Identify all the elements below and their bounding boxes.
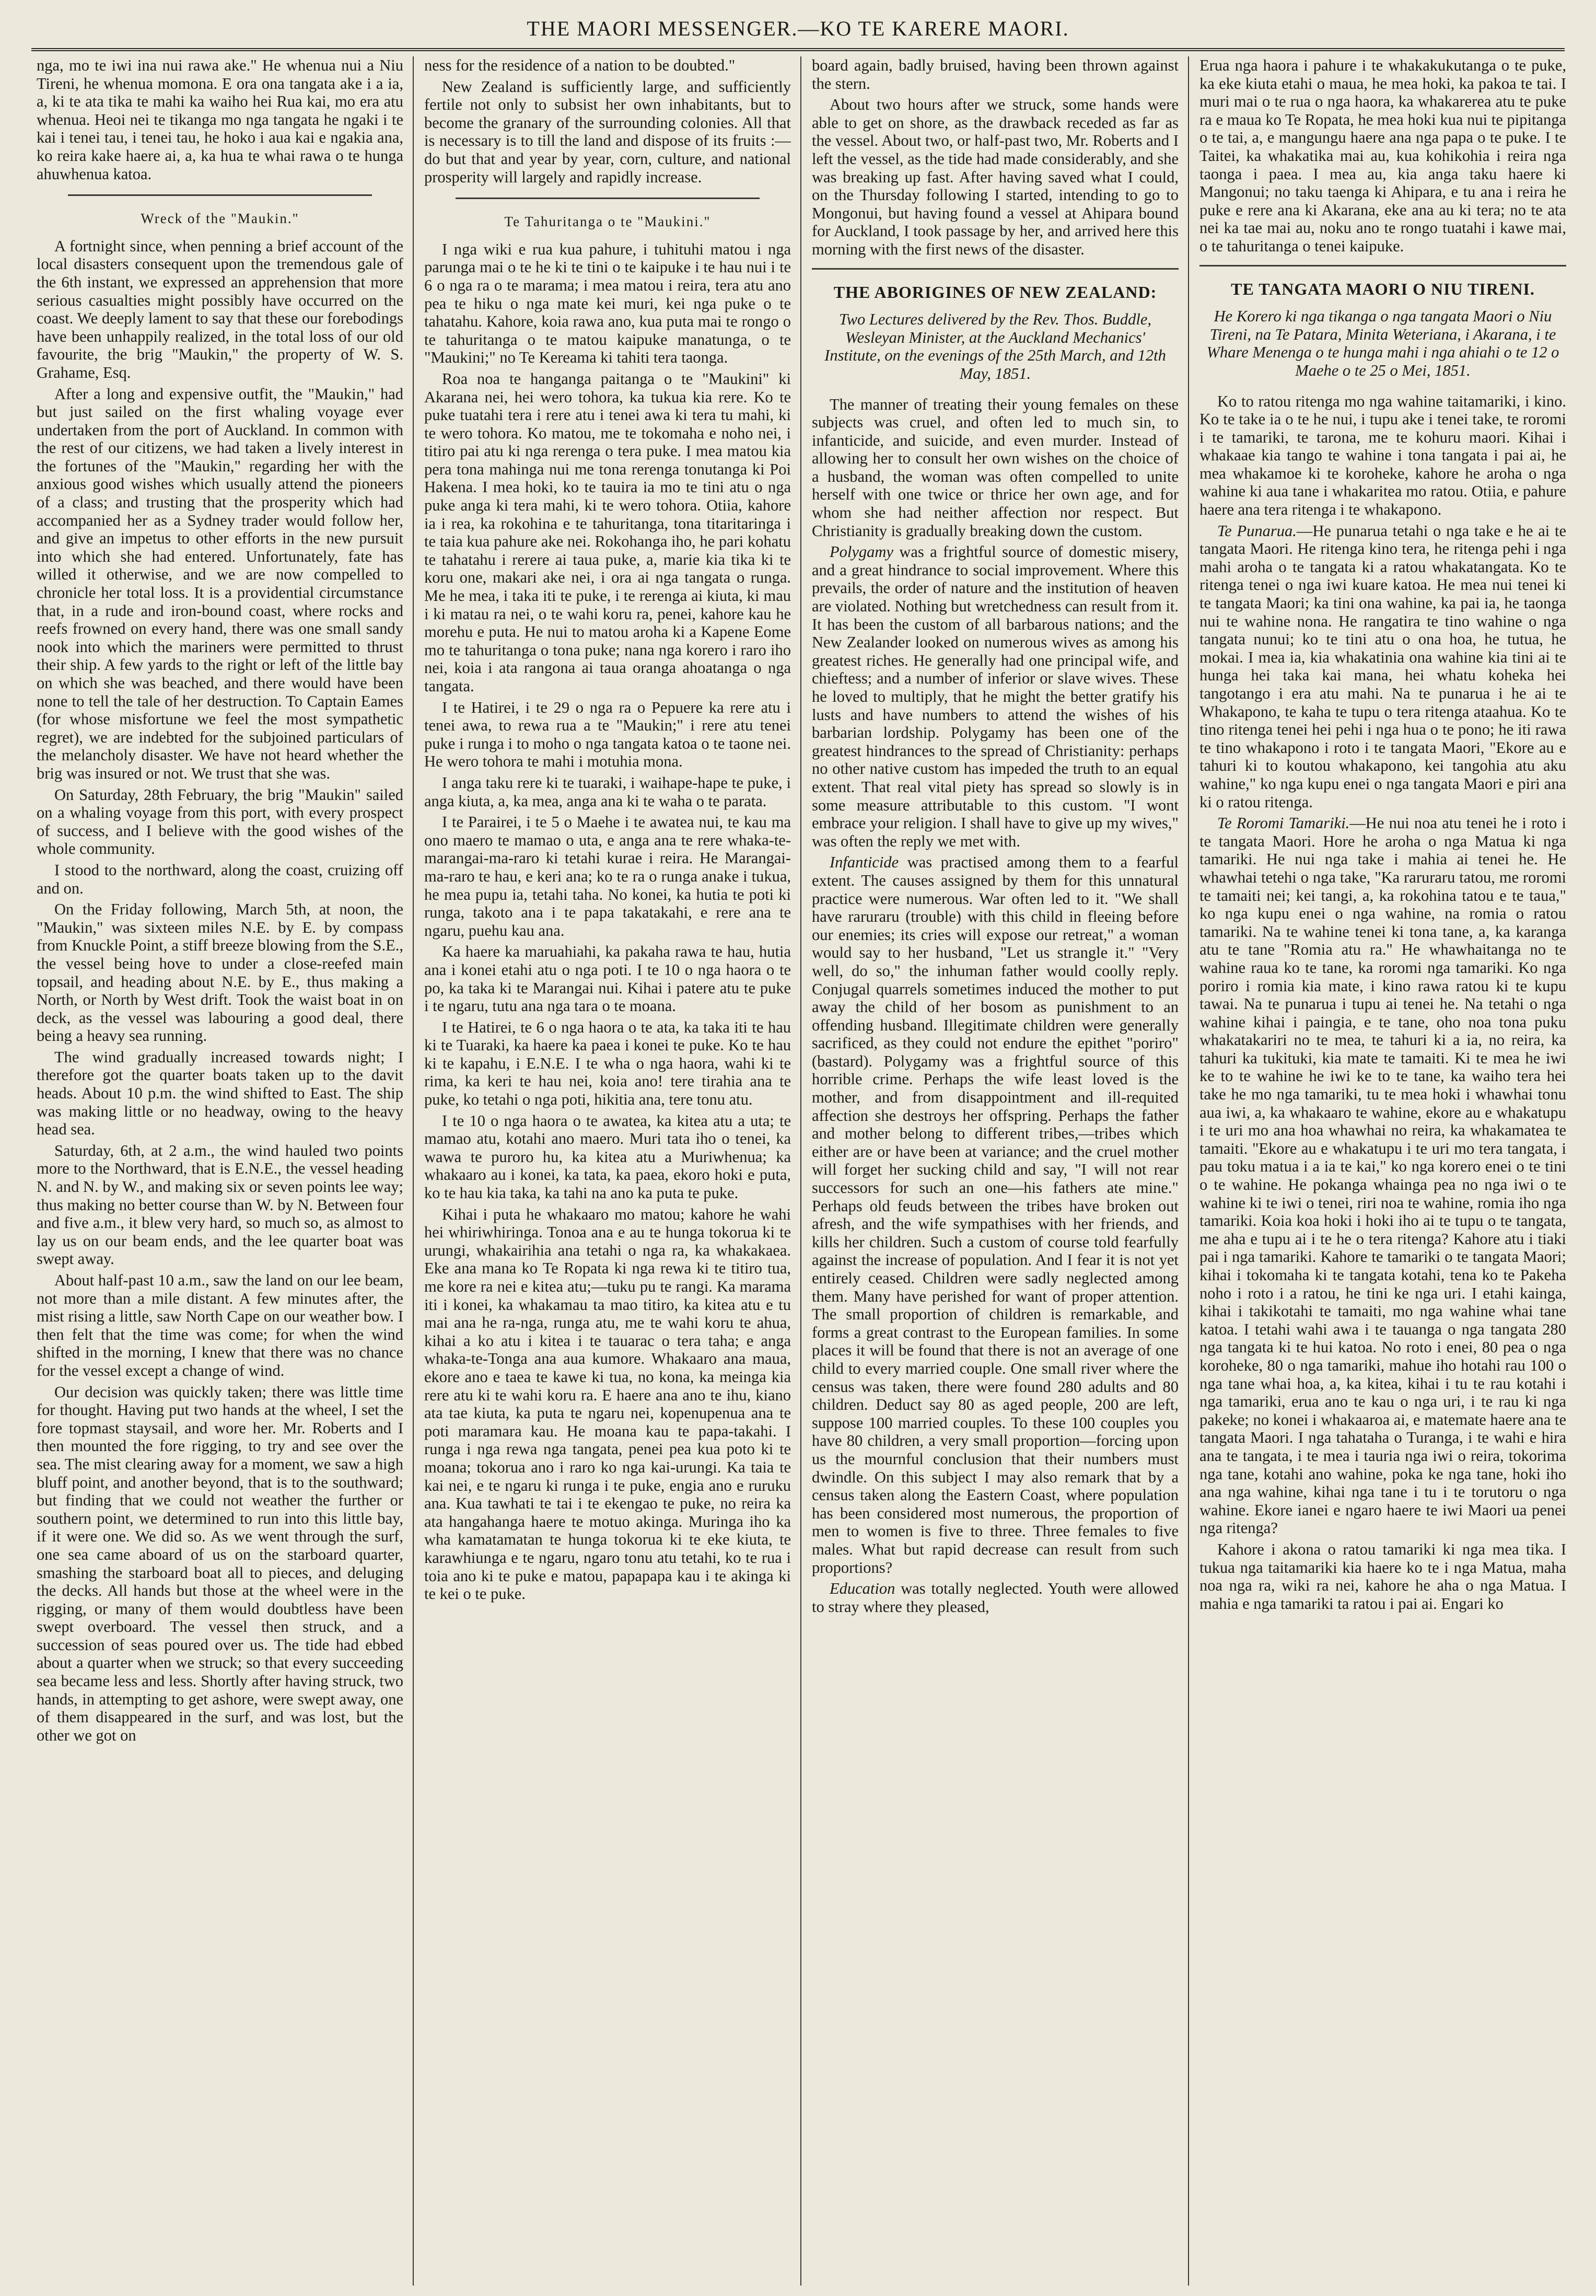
article-title: Wreck of the "Maukin." (141, 211, 299, 227)
column-3 (812, 56, 1179, 2286)
article-title: TE TANGATA MAORI O NIU TIRENI. (1231, 279, 1535, 298)
paragraph: On the Friday following, March 5th, at noon, the "Maukin," was sixteen miles N.E. by E. by compass from Knuckle Point, a stiff breeze blowing from the S.E., the vessel being hove to under a close-reefed main topsail, and heading about N.E. by E., thus making a North, or North by West drift. Took the waist boat in on deck, as the vessel was labouring a good deal, there being a heavy sea running. (37, 900, 403, 1045)
paragraph: A fortnight since, when penning a brief account of the local disasters consequent upon the tremendous gale of the 6th instant, we expressed an apprehension that more serious casualties might possibly have occurred on the coast. We deeply lament to say that these our forebodings have been unhappily realized, in the total loss of our old favourite, the brig "Maukin," the property of W. S. Grahame, Esq. (37, 237, 403, 381)
article-title: Te Tahuritanga o te "Maukini." (504, 214, 711, 230)
section-rule (1199, 265, 1566, 266)
article-subheading: Two Lectures delivered by the Rev. Thos. Buddle, Wesleyan Minister, at the Auckland Mechanics' Institute, on the evenings of the 25th March, and 12th May, 1851. (824, 310, 1166, 382)
section-rule (456, 198, 760, 199)
lead-term: Te Roromi Tamariki. (1217, 814, 1350, 832)
column-4 (1199, 56, 1566, 2286)
paragraph: Education was totally neglected. Youth were allowed to stray where they pleased, (812, 1580, 1179, 1616)
column-1 (37, 56, 403, 2286)
paragraph: Our decision was quickly taken; there was little time for thought. Having put two hands at the wheel, I set the fore topmast staysail, and wore her. Mr. Roberts and I then mounted the fore rigging, to try and see over the sea. The mist clearing away for a moment, we saw a high bluff point, and another beyond, that is to the southward; but finding that we could not weather the further or southern point, we determined to run into this little bay, if it were one. We did so. As we went through the surf, one sea came aboard of us on the starboard quarter, smashing the starboard boat all to pieces, and deluging the decks. All hands but those at the wheel were in the rigging, or many of them would doubtless have been swept overboard. The vessel then struck, and a succession of seas poured over us. The tide had ebbed about a quarter when we struck; so that every succeeding sea became less and less. Shortly after having struck, two hands, in attempting to get ashore, were swept away, one of them disappeared in the surf, and was lost, but the other we got on (37, 1383, 403, 1744)
paragraph: After a long and expensive outfit, the "Maukin," had but just sailed on the first whaling voyage ever undertaken from the port of Auckland. In common with the rest of our citizens, we had taken a lively interest in the fortunes of the "Maukin," regarding her with the anxious good wishes which usually attend the pioneers of a class; and trusting that the prosperity which had accompanied her as a Sydney trader would follow her, and give an impetus to other efforts in the new pursuit into which she had entered. Unfortunately, fate has willed it otherwise, and we are now compelled to chronicle her total loss. It is a providential circumstance that, in a rude and iron-bound coast, where rocks and reefs frowned on every hand, there was one small sandy nook into which the mariners were permitted to thrust their ship. A few yards to the right or left of the little bay on which she was beached, and there would have been none to tell the tale of her destruction. To Captain Eames (for whose misfortune we feel the most sympathetic regret), we are indebted for the subjoined particulars of the melancholy disaster. We have not heard whether the brig was insured or not. We trust that she was. (37, 385, 403, 782)
paragraph: I te 10 o nga haora o te awatea, ka kitea atu a uta; te mamao atu, kotahi ano maero. Muri tata iho o tenei, ka wawa te puroro hu, ka kitea atu a Muriwhenua; ka whakaaro au i konei, ka tata, ka paea, ekoro hoki e puta, ko te hau kia taka, ka tahi na ano ka puta te puke. (424, 1111, 791, 1202)
paragraph: Erua nga haora i pahure i te whakakukutanga o te puke, ka eke kiuta etahi o maua, he mea hoki, ka pakoa te tai. I muri mai o te rua o nga haora, ka whakarerea atu te puke ra e maua ko Te Ropata, he mea hoki kua nui te pipitanga o te tai, a, e mangungu haere ana nga papa o te puke. I te Taitei, ka whakatika mai au, kua kohikohia i reira nga taonga i paea. I mea au, kia anga taku haere ki Mangonui; no taku taenga ki Ahipara, e tu ana i reira he puke e rere ana ki Akarana, eke ana au ki tera; no te ata nei ka tae mai au, noku ano te rongo tuatahi i kawe mai, o te tahuritanga o tenei kaipuke. (1199, 56, 1566, 255)
lead-term: Infanticide (830, 853, 899, 872)
paragraph: I te Parairei, i te 5 o Maehe i te awatea nui, te kau ma ono maero te mamao o uta, e anga ana te rere whaka-te-marangai-ma-raro ki tetahi kurae i reira. He Marangai-ma-raro te hau, e keri ana; ko te ra o runga anake i tukua, he mea pupu ia, tetahi taha. No konei, ka hutia te poti ki runga, takoto ana i te papa takatakahi, e rere ana te ngaru, puehu kau ana. (424, 813, 791, 940)
lead-term: Te Punarua. (1217, 521, 1297, 540)
paragraph: Polygamy was a frightful source of domestic misery, and a great hindrance to social improvement. Where this prevails, the order of nature and the institution of heaven are violated. Nothing but wretchedness can result from it. It has been the custom of all barbarous nations; and the New Zealander looked on numerous wives as among his greatest riches. He generally had one principal wife, and chieftess; and a number of inferior or slave wives. These he loved to multiply, that he might the better gratify his lusts and have numbers to attend the wishes of his barbarian lordship. Polygamy has been one of the greatest hindrances to the spread of Christianity: perhaps no other native custom has impeded the truth to an equal extent. That real vital piety has spread so slowly is in some measure attributable to this custom. "I wont embrace your religion. I shall have to give up my wives," was often the reply we met with. (812, 543, 1179, 850)
column-rule (413, 56, 414, 2286)
paragraph: Saturday, 6th, at 2 a.m., the wind hauled two points more to the Northward, that is E.N.E., the vessel heading N. and N. by W., and making six or seven points lee way; thus making no better course than W. by N. Between four and five a.m., it blew very hard, so much so, as almost to lay us on our beam ends, and the lee quarter boat was swept away. (37, 1141, 403, 1268)
paragraph: Ka haere ka maruahiahi, ka pakaha rawa te hau, hutia ana i konei etahi atu o nga poti. I te 10 o nga haora o te po, ka taka ki te Marangai nui. Kihai i patere atu te puke i te ngaru, tutu ana nga tara o te moana. (424, 943, 791, 1015)
paragraph: The wind gradually increased towards night; I therefore got the quarter boats taken up to the davit heads. About 10 p.m. the wind shifted to East. The ship was making little or no headway, owing to the heavy head sea. (37, 1048, 403, 1139)
paragraph: Te Roromi Tamariki.—He nui noa atu tenei he i roto i te tangata Maori. Hore he aroha o nga Matua ki nga tamariki. He nui nga take i mahia ai tenei he. He whawhai tetehi o nga take, "Ka raruraru tatou, me roromi te tamaiti nei; kei tangi, a, ka rokohina tatou e te taua," ko nga kupu enei o nga wahine, na romia o ratou tamariki. Na te wahine tenei ki tona tane, a, ka karanga atu te tane "Romia atu ra." He whawhaitanga no te wahine raua ko te tane, ka roromi nga tamariki. Ko nga poriro i romia kia mate, i kino rawa ratou ki te kupu tawai. Na te punarua i tupu ai tenei he. Na tetahi o nga wahine kihai i paingia, e te tane, oho noa tona puku whakatakariri no te mea, te tahuri ki a ia, no reira, ka tahuri ka tukituki, kia mate te tamaiti. Ki te mea he iwi ke to te wahine he iwi ke to te tane, ka waiho tera hei take he mo nga tamariki, tu te mea hoki i whawhai tonu aua iwi, a, ka whakaaro te wahine, ekore au e whakatupu i te uri mo ana hoa whawhai no reira, ka whakamatea te tamaiti. "Ekore au e whakatupu i te uri mo tera tangata, i pau toku matua i a ia te kai," ko nga korero enei o te tini o te wahine. He pokanga whainga pea no nga iwi o te wahine ki te iwi o tenei, riri noa te wahine, romia iho nga tamariki. Koia koa hoki i hoki iho ai te tupu o te tangata, me aha e tupu ai i te he o tera ritenga? Kahore atu i tiaki pai i nga tamariki. Kahore te tamariki o te tangata Maori; kihai i tokomaha ki te tangata kotahi, tena ko te Pakeha noho i roto i a ratou, he tini ke nga uri. I etahi kainga, kihai i takikotahi te tamaiti, mo nga wahine whai tane katoa. I tetahi wahi awa i te tauanga o nga tangata 280 nga tangata ki te hui katoa. No roto i enei, 80 pea o nga koroheke, 80 o nga tamariki, mahue iho hotahi rau 100 o nga tane whai hoa, a, ka kitea, kihai i tu te rau kotahi i nga tamariki, erua ano te kau o nga uri, i te rau ki nga pakeke; no konei i whakaaroa ai, e matemate haere ana te tangata Maori. I nga tahataha o Turanga, i te wahi e hira ana te tangata, i te mea i tauria nga iwi o reira, tokorima nga tane, kotahi ano wahine, poka ke nga tane, hoki iho ana nga wahine, kihai nga tane i tu i te torutoru o nga wahine. Ekore ianei e ngaro haere te iwi Maori ua penei nga ritenga? (1199, 814, 1566, 1537)
paragraph: ness for the residence of a nation to be doubted." (424, 56, 736, 74)
paragraph: About half-past 10 a.m., saw the land on our lee beam, not more than a mile distant. A few minutes after, the mist rising a little, saw North Cape on our weather bow. I then felt that the time was come; for when the wind shifted in the morning, I knew that there was no chance for the vessel except a change of wind. (37, 1271, 403, 1379)
paragraph: About two hours after we struck, some hands were able to get on shore, as the drawback receded as far as the vessel. About two, or half-past two, Mr. Roberts and I left the vessel, as the tide had made considerably, and she was breaking up fast. After having saved what I could, on the Thursday following I started, intending to go to Mongonui, but having found a vessel at Ahipara bound for Auckland, I took passage by her, and arrived here this morning with the first news of the disaster. (812, 96, 1179, 258)
column-2 (424, 56, 791, 2286)
lead-term: Polygamy (830, 543, 893, 561)
paragraph: I stood to the northward, along the coast, cruizing off and on. (37, 861, 403, 897)
section-rule (68, 194, 372, 196)
section-rule (812, 268, 1179, 270)
paragraph: I te Hatirei, te 6 o nga haora o te ata, ka taka iti te hau ki te Tuaraki, ka haere ka paea i konei te puke. Ko te hau ki te kapahu, i E.N.E. I te wha o nga haora, wahi ki te rima, ka keri te hau nei, koia ano! tere tirahia ana te puke, ko tetahi o nga poti, hikitia ana, tere tonu atu. (424, 1018, 791, 1109)
paragraph: Kihai i puta he whakaaro mo matou; kahore he wahi hei whiriwhiringa. Tonoa ana e au te hunga tokorua ki te urungi, whakairihia ana tetahi o nga ra, ka whakakaea. Eke ana mana ko Te Ropata ki nga rewa ki te titiro tua, me kore ra nei e kitea atu;—tuku pu te rangi. Ka marama iti i konei, ka whakamau ta mao titiro, ka kitea atu e tu mai ana he ra-nga, runga atu, me te wahi koru te ahua, kihai a ko atu i kitea i te tauarac o tera taha; e anga whaka-te-Tonga ana aua kumore. Whakaaro ana maua, ekore ano e taea te kawe ki tua, no kona, ka meinga kia rere atu ki te wahi koru ra. E haere ana ano te ihu, kiano ata tae kiuta, ka puta te ngaru nei, kopenupenua ana te poti maramara kau. He moana kau te papa-takahi. I runga i nga rewa nga tangata, penei pea kua poto ki te moana; tokorua ano i raro ko nga kai-urungi. Ka taia te kai nei, e te ngaru ki runga i te puke, engia ano e ruruku ana. Kua tawhati te tai i te ekengao te puke, no reira ka ata hangahanga haere te motuo akinga. Muringa iho ka wha kamatamatan te hunga tokorua ki te eke kiuta, te karawhiunga e te ngaru, ngaro tonu atu tetahi, ko te rua i toia ano ki te puke e matou, papapapa kau i te akinga ki te kei o te puke. (424, 1205, 791, 1603)
paragraph: I nga wiki e rua kua pahure, i tuhituhi matou i nga parunga mai o te he ki te tini o te kaipuke i te hau nui i te 6 o nga ra o te marama; i mea matou i reira, tera atu ano pea te hiku o nga mate kei muri, kei nga puke o te tahatahu. Kahore, koia rawa ano, kua puta mai te rongo o te tahuritanga o te matou kaipuke manatunga, o te "Maukini;" no Te Kereama ki tahiti tera taonga. (424, 240, 791, 367)
paragraph: board again, badly bruised, having been thrown against the stern. (812, 56, 1179, 92)
paragraph: Roa noa te hanganga paitanga o te "Maukini" ki Akarana nei, hei wero tohora, ka tukua kia rere. Ko te puke tuatahi tera i rere atu i tenei awa ki tera tu mahi, ki te wero tohora. Ko matou, me te tokomaha e noho nei, i titiro pai atu ki nga rerenga o tera puke. I mea matou kia pera tona mahinga nui me tona rerenga tonutanga ki Poi Hakena. I mea hoki, ko te tauira ia mo te tini atu o nga puke anga ki tera mahi, ki te wero tohora. Otiia, kahore ia i rea, ka rokohina e te tahuritanga, tona titaritaringa i te taia kua pahure ake nei. Rokohanga iho, he pari kohatu te tahatahu i rerere ai taua puke, a, marie kia tika ki te koru one, makari ake nei, i ora ai nga tangata o runga. Me he mea, i taka iti te puke, i te rerenga ai kiuta, ki mau i ki matau ra nei, o te wahi koru ra, penei, kahore kau he morehu e puta. He nui to matou aroha ki a Kapene Eome mo te tahuritanga o tona puke; nana nga korero i raro iho nei, koia i ata rangona ai taua oranga ahoatanga o nga tangata. (424, 369, 791, 695)
paragraph: I te Hatirei, i te 29 o nga ra o Pepuere ka rere atu i tenei awa, to rewa rua a te "Maukin;" i rere atu tenei puke i runga i to moho o nga tangata katoa o te taone nei. He wero tohora te mahi i motuhia mona. (424, 698, 791, 771)
article-subheading: He Korero ki nga tikanga o nga tangata Maori o Niu Tireni, na Te Patara, Minita Weteriana, i Akarana, i te Whare Menenga o te hunga mahi i nga ahiahi o te 12 o Maehe o te 25 o Mei, 1851. (1206, 307, 1559, 379)
paragraph: Kahore i akona o ratou tamariki ki nga mea tika. I tukua nga taitamariki kia haere ko te i nga Matua, maha noa nga ra, wiki ra nei, kahore he aha o nga Matua. I mahia e nga tamariki ta ratou i pai ai. Engari ko (1199, 1540, 1566, 1613)
column-rule (800, 56, 801, 2286)
article-title: THE ABORIGINES OF NEW ZEALAND: (833, 282, 1157, 302)
paragraph: Infanticide was practised among them to a fearful extent. The causes assigned by them for this unnatural practice were numerous. War often led to it. "We shall have raruraru (trouble) with this child in fleeing before our enemies; its cries will expose our retreat," a woman would say to her husband, "Let us strangle it." "Very well, do so," the inhuman father would coolly reply. Conjugal quarrels sometimes induced the mother to put away the child of her bosom as punishment to an offending husband. Illegitimate children were generally sacrificed, as they could not endure the epithet "poriro" (bastard). Polygamy was a frightful source of this horrible crime. Perhaps the wife least loved is the mother, and from disappointment and ill-requited affection she destroys her offspring. Perhaps the father and mother belong to different tribes,—tribes which either are or have been at variance; and the cruel mother will forget her sucking child and say, "I will not rear successors for such an one—his fathers ate mine." Perhaps old feuds between the tribes have broken out afresh, and the wife sympathises with her friends, and kills her children. Such a custom of course told fearfully against the increase of population. And I fear it is not yet entirely ceased. Children were sadly neglected among them. Many have perished for want of proper attention. The small proportion of children is remarkable, and forms a great contrast to the European families. In some places it will be found that there is not an average of one child to every married couple. One small river where the census was taken, there were found 280 adults and 80 children. Deduct say 80 as aged people, 200 are left, suppose 100 married couples. To these 100 couples you have 80 children, a very small proportion—forcing upon us the mournful conclusion that their numbers must dwindle. On this subject I may also remark that by a census taken along the Eastern Coast, where population has been considered most numerous, the proportion of men to women is five to three. Three females to five males. What but rapid decrease can result from such proportions? (812, 853, 1179, 1576)
paragraph: I anga taku rere ki te tuaraki, i waihape-hape te puke, i anga kiuta, a, ka mea, anga ana ki te waha o te parata. (424, 773, 791, 810)
column-rule (1188, 56, 1189, 2286)
paragraph: Te Punarua.—He punarua tetahi o nga take e he ai te tangata Maori. He ritenga kino tera, he ritenga pehi i nga mahi aroha o te tangata ki a ratou whakatangata. Ko te ritenga tenei o nga iwi kuare katoa. He mea nui tenei ki te tangata Maori; ka tini ona wahine, ka pai ia, he taonga nui te wahine nona. He rangatira te tino wahine o nga tangata nunui; ko te tini atu o ona hoa, he tutua, he mokai. I mea ia, kia whakatinia ona wahine kia tini ai te hunga hei taka kai mana, hei whatu koheka hei tangotango i era atu mahi. Na te punarua i he ai te Whakapono, te kaha te tupu o tera ritenga ataahua. Ko te tino ritenga tenei hei pehi i nga hua o te pono; he iti rawa te tino whakapono i roto i te tangata Maori, "Ekore au e tahuri ki to koutou whakapono, kei tangohia atu aku wahine," ko nga kupu enei o nga tangata Maori e piri ana ki o ratou ritenga. (1199, 521, 1566, 811)
paragraph: Ko to ratou ritenga mo nga wahine taitamariki, i kino. Ko te take ia o te he nui, i tupu ake i tenei take, te roromi i te tamariki, te tarona, me te kohuru maori. Kihai i whakaae kia tango te wahine i tona tangata i pai ai, he mea whakamoe ki te koroheke, kahore he aroha o nga wahine ki aua tane i whakaritea mo ratou. Otiia, e pahure haere ana tera ritenga i te whakapono. (1199, 392, 1566, 519)
paragraph: New Zealand is sufficiently large, and sufficiently fertile not only to subsist her own inhabitants, but to become the granary of the surrounding colonies. All that is necessary is to till the land and dispose of its fruits :—do but that and year by year, corn, culture, and national prosperity will largely and rapidly increase. (424, 77, 791, 186)
paragraph: nga, mo te iwi ina nui rawa ake." He whenua nui a Niu Tireni, he whenua momona. E ora ona tangata ake i a ia, a, ki te ata tika te mahi ka waiho hei Rua kai, mo era atu whenua. Heoi nei te tikanga mo nga tangata he ngaki i te kai i tenei tau, i tenei tau, he hoko i aua kai e ngakia ana, ko reira kake haere ai, a, ka hua te whai rawa o te hunga ahuwhenua katoa. (37, 56, 403, 183)
lead-term: Education (830, 1580, 895, 1598)
masthead: THE MAORI MESSENGER.—KO TE KARERE MAORI. (31, 9, 1565, 51)
paragraph: On Saturday, 28th February, the brig "Maukin" sailed on a whaling voyage from this port, with every prospect of success, and I believe with the good wishes of the whole community. (37, 785, 403, 858)
paragraph: The manner of treating their young females on these subjects was cruel, and often led to much sin, to infanticide, and suicide, and even murder. Instead of allowing her to consult her own wishes on the choice of a husband, the woman was often compelled to unite herself with one twice or thrice her own age, and for whom she had neither affection nor respect. But Christianity is gradually breaking down the custom. (812, 395, 1179, 540)
